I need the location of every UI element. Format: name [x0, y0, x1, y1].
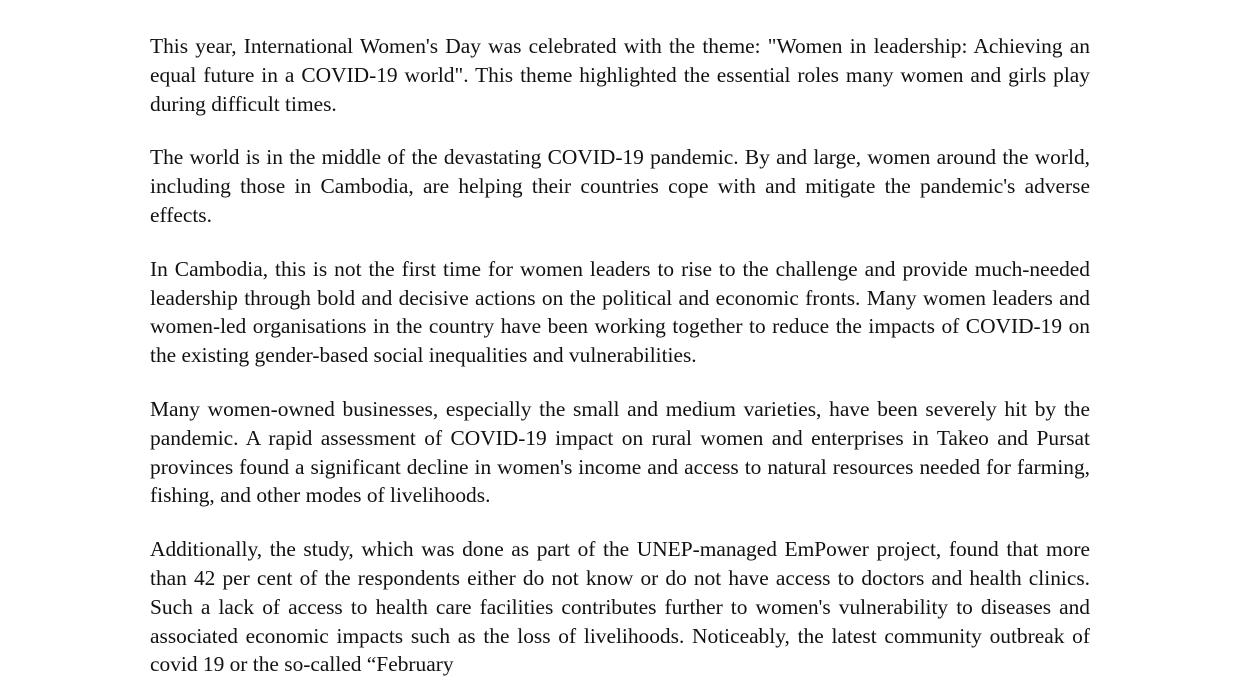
cropped-previous-line — [150, 0, 380, 2]
document-body — [150, 32, 1090, 700]
paragraph-4: Many women-owned businesses, especially the small and medium varieties, have been severely hit by the pandemic. A rapid assessment of COVID-19 impact on rural women and enterprises in Takeo and Pursat provinces found a significant decline in women's income and access to natural resources needed for farming, fishing, and other modes of livelihoods. — [150, 396, 1090, 508]
paragraph-3: In Cambodia, this is not the first time for women leaders to rise to the challenge and provide much-needed leadership through bold and decisive actions on the political and economic fronts. Many women leaders and women-led organisations in the country have been working together to reduce the impacts of COVID-19 on the existing gender-based social inequalities and vulnerabilities. — [150, 256, 1090, 368]
paragraph-2: The world is in the middle of the devastating COVID-19 pandemic. By and large, women around the world, including those in Cambodia, are helping their countries cope with and mitigate the pandemic's adverse effects. — [150, 145, 1090, 227]
paragraph-5: Additionally, the study, which was done as part of the UNEP-managed EmPower project, found that more than 42 per cent of the respondents either do not know or do not have access to doctors and health clinics. Such a lack of access to health care facilities contributes further to women's vulnerability to diseases and associated economic impacts such as the loss of livelihoods. Noticeably, the latest community outbreak of covid 19 or the so-called “February — [150, 537, 1090, 677]
paragraph-1: This year, International Women's Day was celebrated with the theme: "Women in leadership: Achieving an equal future in a COVID-19 world". This theme highlighted the essential roles many women and girls play during difficult times. — [150, 34, 1090, 116]
